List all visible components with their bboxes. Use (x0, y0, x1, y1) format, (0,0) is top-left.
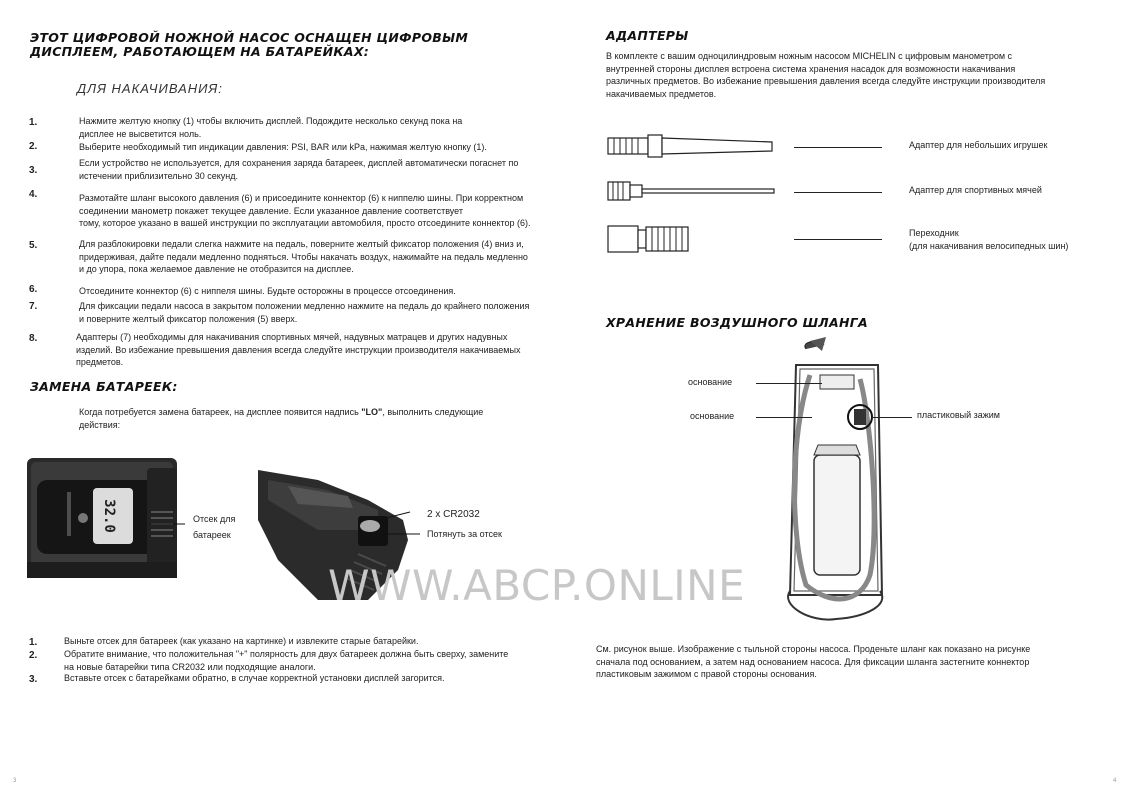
step-text: Размотайте шланг высокого давления (6) и присоедините коннектор (6) к ниппелю шины. При корректном соединении манометр покажет текущее давление. Если указанное давление соответствует тому, которое указано в вашей инструкции по эксплуатации автомобиля, просто отсоедините коннектор (6). (79, 193, 531, 228)
watermark: WWW.ABCP.ONLINE (328, 561, 746, 610)
pump-display-illustration (27, 452, 187, 582)
leader-line (872, 417, 912, 418)
battery-heading: ЗАМЕНА БАТАРЕЕК: (30, 379, 178, 394)
step-text: Для фиксации педали насоса в закрытом положении медленно нажмите на педаль до крайнего положения и поверните желтый фиксатор положения (5) вверх. (79, 301, 530, 324)
step-number: 4. (29, 189, 38, 200)
leader-line (756, 417, 812, 418)
display-readout: 32.0 (101, 499, 117, 533)
step-text: Для разблокировки педали слегка нажмите на педаль, поверните желтый фиксатор положения (4) вниз и, придерживая, дайте педали медленно подняться. Чтобы накачать воздух, нажимайте на педаль медленно и до упора, пока желаемое давление не отобразится на дисплее. (79, 239, 528, 274)
battery-step-text: Обратите внимание, что положительная "+" полярность для двух батареек должна быть сверху, замените на новые батарейки типа CR2032 или подходящие аналоги. (64, 649, 509, 672)
ball-adapter-icon (608, 178, 778, 204)
bike-adapter-label: Переходник (для накачивания велосипедных шин) (909, 228, 1069, 251)
step-number: 7. (29, 301, 38, 312)
bike-adapter-icon (608, 222, 698, 256)
battery-step-number: 1. (29, 637, 38, 648)
hose-storage-illustration (770, 335, 900, 625)
step-number: 3. (29, 165, 38, 176)
pull-compartment-label: Потянуть за отсек (427, 529, 502, 539)
battery-step-text: Вставьте отсек с батарейками обратно, в случае корректной установки дисплей загорится. (64, 673, 445, 683)
hose-instructions: См. рисунок выше. Изображение с тыльной стороны насоса. Проденьте шланг как показано на рисунке сначала под основанием, а затем над основанием насоса. Для фиксации шланга застегните коннектор пластиковым зажимом с правой стороны основания. (596, 644, 1031, 679)
page-number-left: 3 (13, 778, 17, 784)
step-number: 2. (29, 141, 38, 152)
step-text: Отсоедините коннектор (6) с ниппеля шины. Будьте осторожны в процессе отсоединения. (79, 286, 456, 296)
step-text: Адаптеры (7) необходимы для накачивания спортивных мячей, надувных матрацев и других надувных изделий. Во избежание превышения давления всегда следуйте инструкции производителя накачиваемых предметов. (76, 332, 521, 367)
step-number: 6. (29, 284, 38, 295)
base-label-lower: основание (690, 411, 735, 421)
battery-step-number: 3. (29, 674, 38, 685)
main-title-line-2: ДИСПЛЕЕМ, РАБОТАЮЩЕМ НА БАТАРЕЙКАХ: (30, 44, 370, 59)
battery-step-number: 2. (29, 650, 38, 661)
step-number: 5. (29, 240, 38, 251)
toy-adapter-icon (608, 132, 778, 162)
leader-line (756, 383, 822, 384)
battery-intro: Когда потребуется замена батареек, на дисплее появится надпись "LO", выполнить следующие действия: (79, 407, 484, 430)
compartment-label: Отсек для батареек (193, 514, 236, 540)
step-number: 8. (29, 333, 38, 344)
plastic-clip-label: пластиковый зажим (917, 410, 1000, 420)
step-text: Нажмите желтую кнопку (1) чтобы включить дисплей. Подождите несколько секунд пока на дисплее не высветится ноль. (79, 116, 463, 139)
adapters-heading: АДАПТЕРЫ (606, 28, 689, 43)
hose-storage-heading: ХРАНЕНИЕ ВОЗДУШНОГО ШЛАНГА (606, 315, 868, 330)
main-title-line-1: ЭТОТ ЦИФРОВОЙ НОЖНОЙ НАСОС ОСНАЩЕН ЦИФРОВЫМ (30, 30, 469, 45)
base-label-upper: основание (688, 377, 733, 387)
step-number: 1. (29, 117, 38, 128)
battery-step-text: Выньте отсек для батареек (как указано на картинке) и извлеките старые батарейки. (64, 636, 419, 646)
toy-adapter-label: Адаптер для небольших игрушек (909, 140, 1048, 150)
leader-line (794, 147, 882, 148)
ball-adapter-label: Адаптер для спортивных мячей (909, 185, 1042, 195)
leader-line (794, 192, 882, 193)
inflate-heading: ДЛЯ НАКАЧИВАНИЯ: (77, 81, 223, 96)
step-text: Если устройство не используется, для сохранения заряда батареек, дисплей автоматически погаснет по истечении приблизительно 30 секунд. (79, 158, 519, 181)
battery-type-label: 2 x CR2032 (427, 509, 480, 520)
step-text: Выберите необходимый тип индикации давления: PSI, BAR или kPa, нажимая желтую кнопку (1). (79, 142, 487, 152)
adapters-intro: В комплекте с вашим одноцилиндровым ножным насосом MICHELIN с цифровым манометром с внутренней стороны дисплея встроена система хранения насадок для возможности накачивания различных предметов. Во избежание превышения давления всегда следуйте инструкции производителя накачиваемых предметов. (606, 51, 1046, 99)
page-number-right: 4 (1113, 778, 1117, 784)
leader-line (794, 239, 882, 240)
